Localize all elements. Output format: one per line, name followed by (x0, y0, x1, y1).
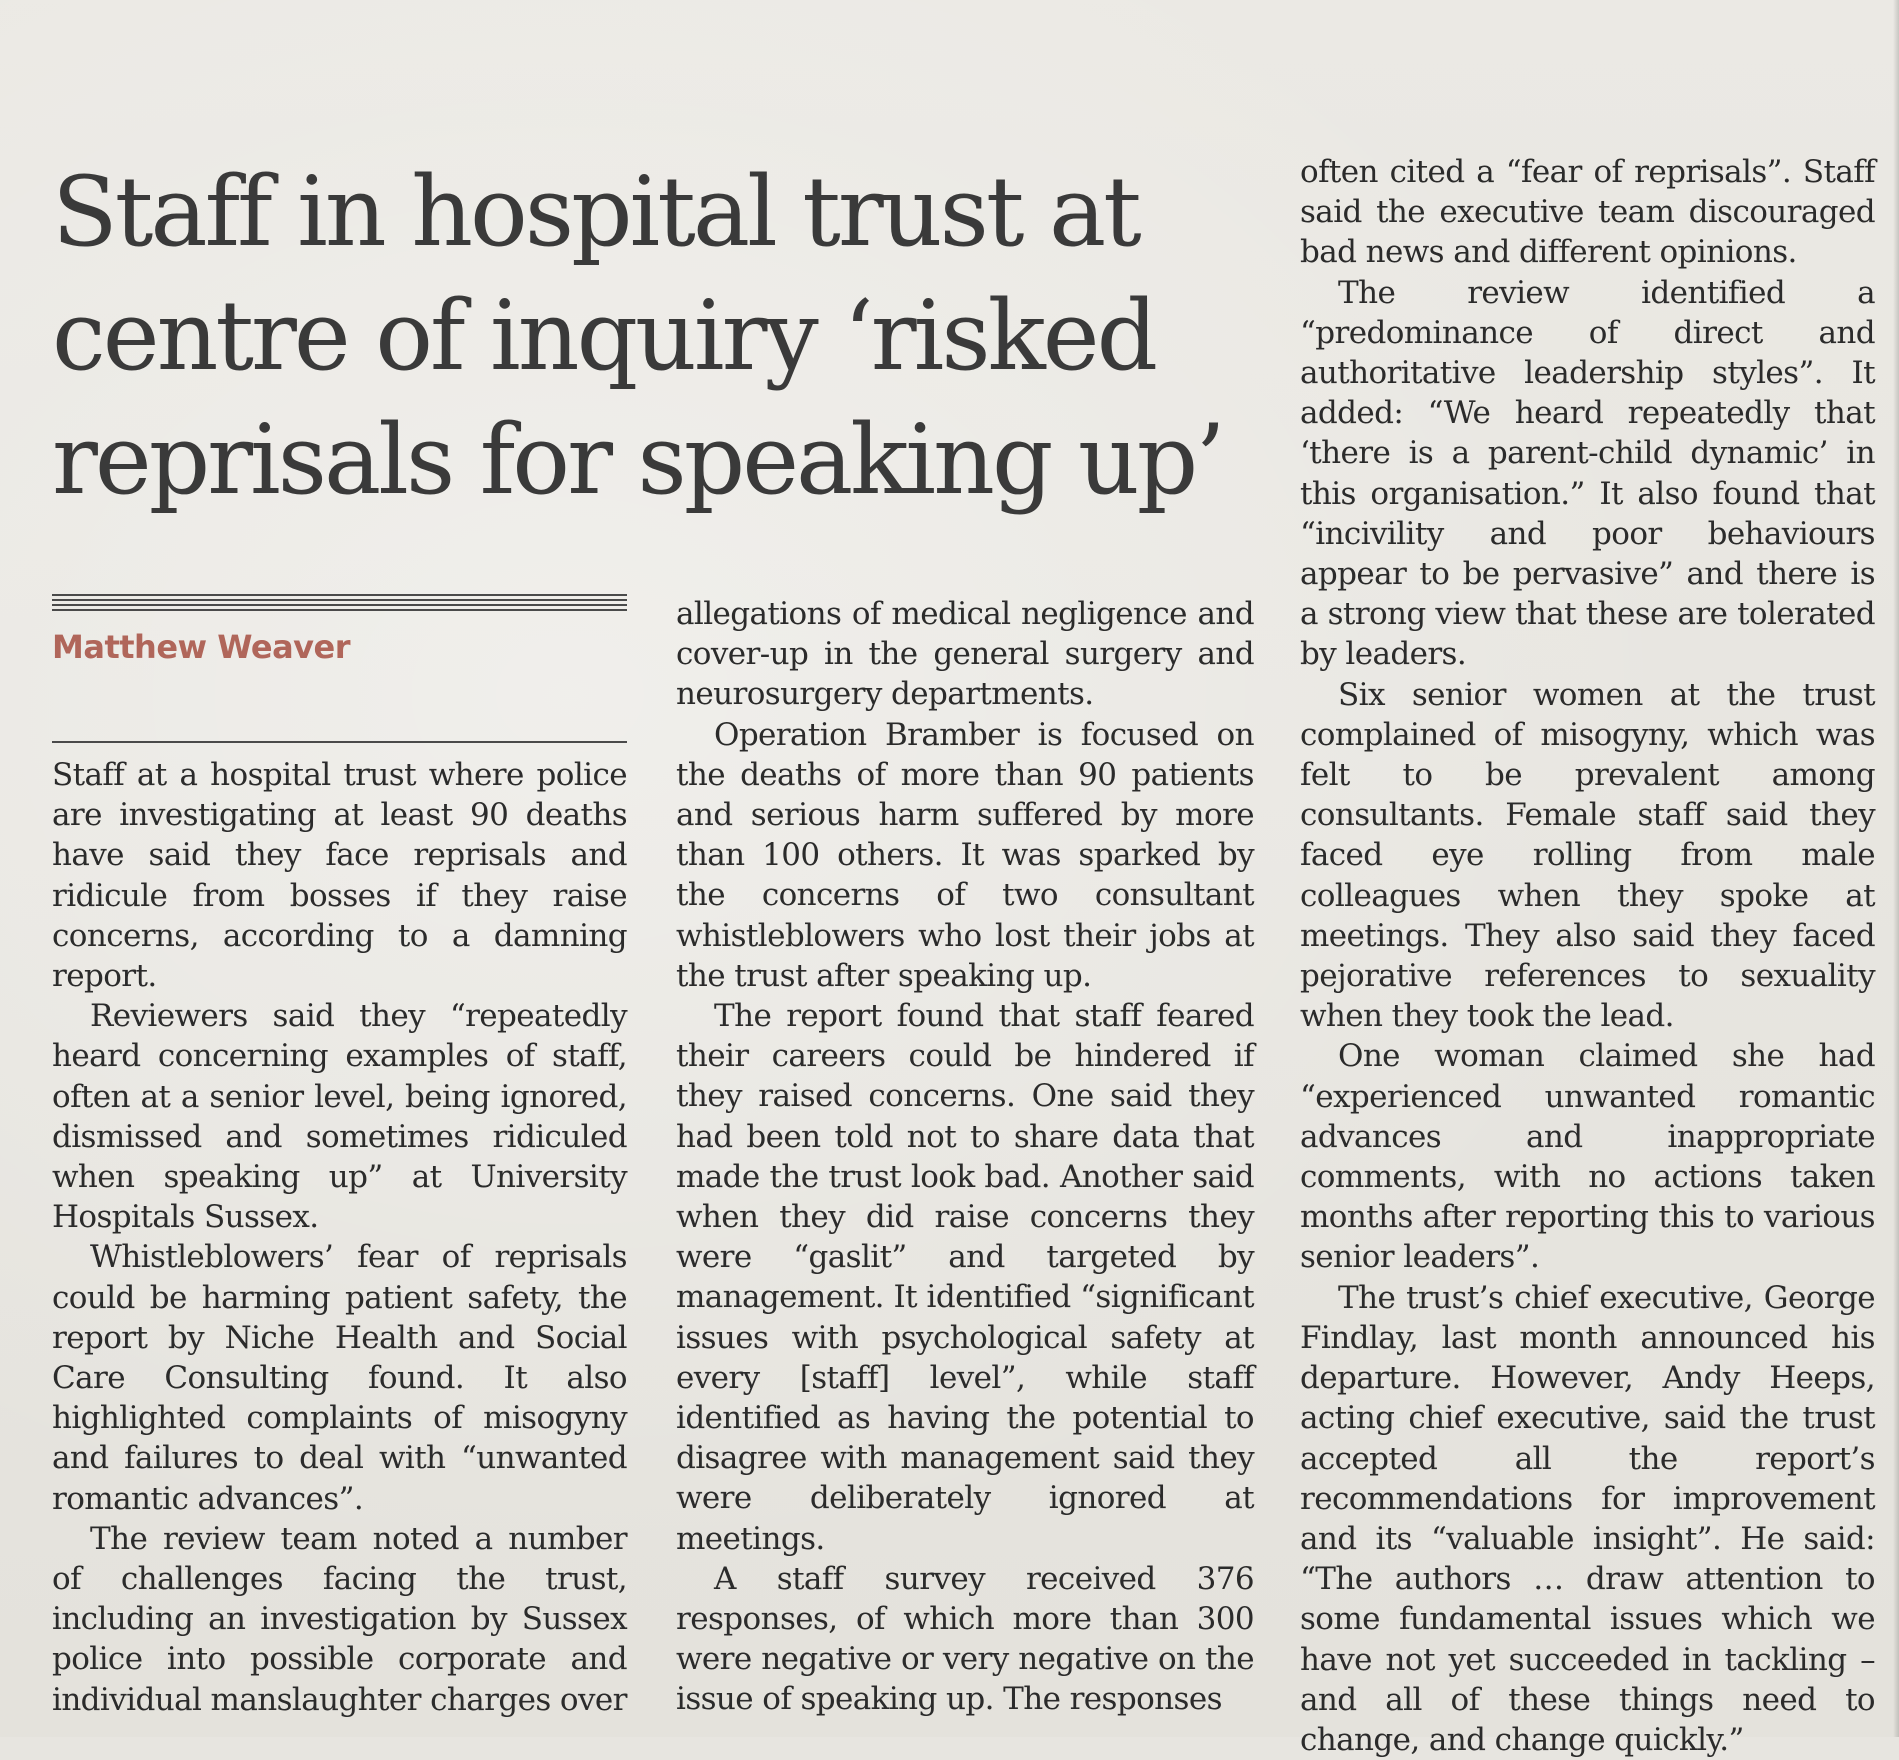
paragraph: often cited a “fear of reprisals”. Staff said the executive team discouraged bad news and different opinions. (1300, 154, 1875, 271)
article-column-2 (676, 594, 1254, 1720)
paragraph: The report found that staff feared their careers could be hindered if they raised concerns. One said they had been told not to share data that made the trust look bad. Another said when they did raise concerns they were “gaslit” and targeted by management. It identified “significant issues with psychological safety at every [staff] level”, while staff identified as having the potential to disagree with management said they were deliberately ignored at meetings. (676, 998, 1254, 1557)
paragraph: A staff survey received 376 responses, of which more than 300 were negative or very negative on the issue of speaking up. The responses (676, 1560, 1254, 1718)
paragraph: Whistleblowers’ fear of reprisals could be harming patient safety, the report by Niche Health and Social Care Consulting found. It also highlighted complaints of misogyny and failures to deal with “unwanted romantic advances”. (52, 1239, 627, 1517)
paragraph: Operation Bramber is focused on the deaths of more than 90 patients and serious harm suffered by more than 100 others. It was sparked by the concerns of two consultant whistleblowers who lost their jobs at the trust after speaking up. (676, 716, 1254, 994)
headline-line-2: centre of inquiry ‘risked (52, 280, 1156, 392)
headline (52, 150, 1262, 522)
byline-rules (52, 594, 627, 614)
headline-line-3: reprisals for speaking up’ (52, 404, 1223, 516)
paragraph: Reviewers said they “repeatedly heard concerning examples of staff, often at a senior level, being ignored, dismissed and sometimes ridiculed when speaking up” at University Hospitals Sussex. (52, 998, 627, 1236)
paragraph: One woman claimed she had “experienced unwanted romantic advances and inappropriate comments, with no actions taken months after reporting this to various senior leaders”. (1300, 1038, 1875, 1276)
article-column-1 (52, 755, 627, 1720)
paragraph: Staff at a hospital trust where police are investigating at least 90 deaths have said they face reprisals and ridicule from bosses if they raise concerns, according to a damning report. (52, 757, 627, 995)
article-column-3 (1300, 152, 1875, 1760)
byline: Matthew Weaver (52, 628, 351, 666)
paragraph: allegations of medical negligence and cover-up in the general surgery and neurosurgery departments. (676, 596, 1254, 713)
headline-line-1: Staff in hospital trust at (52, 156, 1139, 268)
paragraph: The trust’s chief executive, George Findlay, last month announced his departure. However, Andy Heeps, acting chief executive, said the trust accepted all the report’s recommendations for improvement and its “valuable insight”. He said: “The authors … draw attention to some fundamental issues which we have not yet succeeded in tackling – and all of these things need to change, and change quickly.” (1300, 1279, 1875, 1758)
scan-edge-shadow (1893, 0, 1899, 1737)
paragraph: The review team noted a number of challenges facing the trust, including an investigation by Sussex police into possible corporate and individual manslaughter charges over (52, 1520, 627, 1718)
byline-divider (52, 741, 627, 743)
paragraph: Six senior women at the trust complained of misogyny, which was felt to be prevalent among consultants. Female staff said they faced eye rolling from male colleagues when they spoke at meetings. They also said they faced pejorative references to sexuality when they took the lead. (1300, 676, 1875, 1035)
paragraph: The review identified a “predominance of direct and authoritative leadership styles”. It added: “We heard repeatedly that ‘there is a parent-child dynamic’ in this organisation.” It also found that “incivility and poor behaviours appear to be pervasive” and there is a strong view that these are tolerated by leaders. (1300, 274, 1875, 673)
